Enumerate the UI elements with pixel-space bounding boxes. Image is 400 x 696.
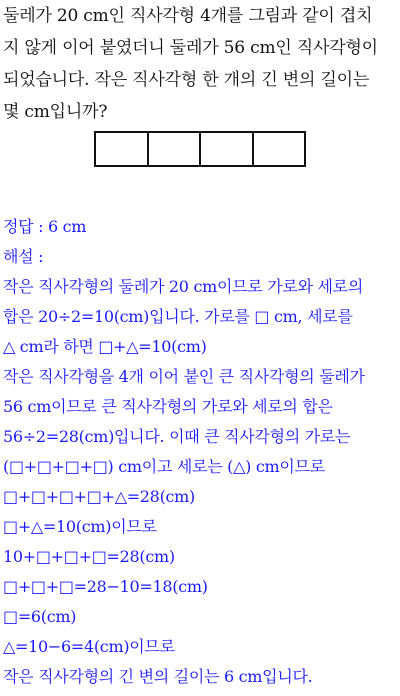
problem-line: 둘레가 20 cm인 직사각형 4개를 그림과 같이 겹치 [3, 6, 373, 26]
explanation-line: 작은 직사각형의 긴 변의 길이는 6 cm입니다. [3, 667, 313, 686]
explanation-line: □+□+□+□+△=28(cm) [3, 487, 195, 506]
solution-section [3, 212, 397, 692]
explanation-line: □=6(cm) [3, 607, 77, 626]
small-rectangle [96, 133, 149, 165]
four-rectangles-figure [94, 131, 306, 167]
explanation-line: 56 cm이므로 큰 직사각형의 가로와 세로의 합은 [3, 397, 333, 416]
problem-line: 지 않게 이어 붙였더니 둘레가 56 cm인 직사각형이 [3, 38, 378, 58]
answer-line: 정답 : 6 cm [3, 217, 87, 236]
small-rectangle [149, 133, 202, 165]
explanation-line: (□+□+□+□) cm이고 세로는 (△) cm이므로 [3, 457, 325, 476]
explanation-line: 56÷2=28(cm)입니다. 이때 큰 직사각형의 가로는 [3, 427, 351, 446]
explanation-line: △=10−6=4(cm)이므로 [3, 637, 175, 656]
explanation-line: 작은 직사각형의 둘레가 20 cm이므로 가로와 세로의 [3, 277, 363, 296]
small-rectangle [201, 133, 254, 165]
explanation-line: 작은 직사각형을 4개 이어 붙인 큰 직사각형의 둘레가 [3, 367, 365, 386]
explanation-line: 합은 20÷2=10(cm)입니다. 가로를 □ cm, 세로를 [3, 307, 353, 326]
explanation-line: 10+□+□+□=28(cm) [3, 547, 175, 566]
explanation-label: 해설 : [3, 247, 44, 266]
explanation-line: □+□+□=28−10=18(cm) [3, 577, 208, 596]
small-rectangle [254, 133, 305, 165]
problem-line: 되었습니다. 작은 직사각형 한 개의 긴 변의 길이는 [3, 70, 370, 90]
problem-line: 몇 cm입니까? [3, 102, 108, 122]
explanation-line: □+△=10(cm)이므로 [3, 517, 157, 536]
explanation-line: △ cm라 하면 □+△=10(cm) [3, 337, 207, 356]
problem-text [3, 0, 397, 128]
